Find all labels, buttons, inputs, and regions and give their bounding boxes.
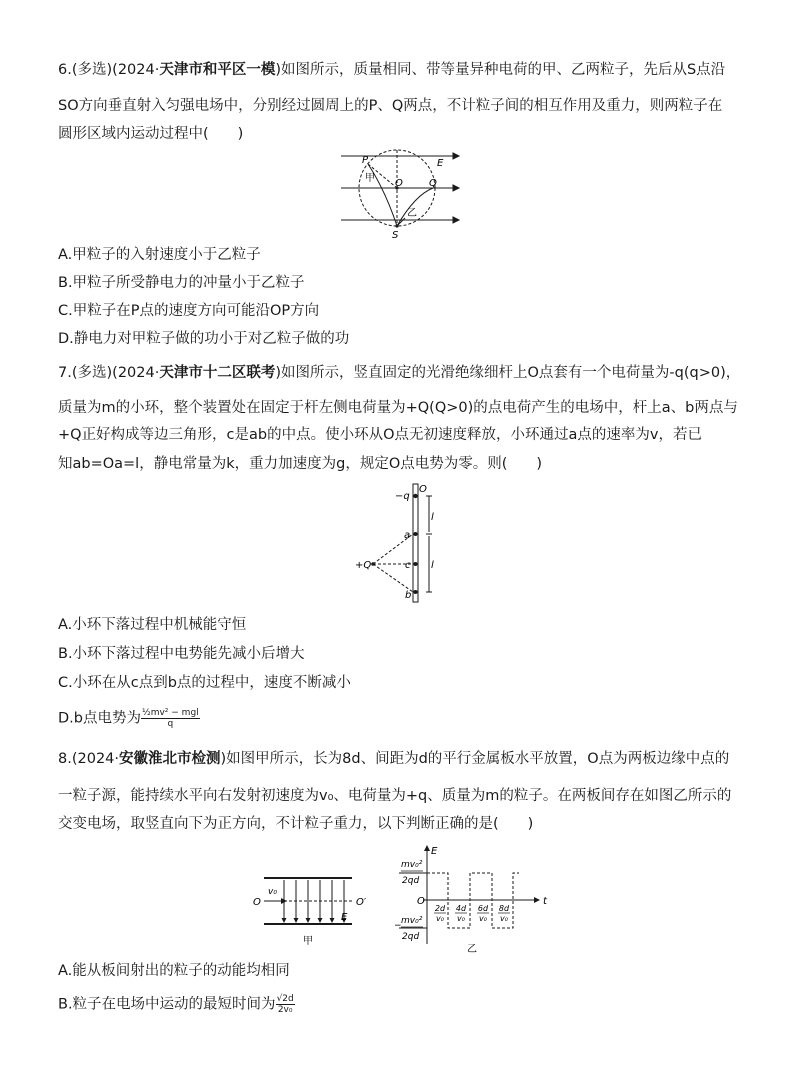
q8-yi-top-denominator: 2qd [402,876,420,886]
q6-label-o: O [395,178,403,189]
q8-yi-tick-2-num: 4d [455,904,467,913]
q7-label-o: O [419,484,427,495]
q8-yi-tick-1-num: 2d [434,904,446,913]
q7-line4: 知ab=Oa=l，静电常量为k，重力加速度为g，规定O点电势为零。则( ) [58,456,543,472]
q7-label-l1: l [431,512,434,523]
q8-tag-open: (2024· [71,751,120,767]
q6-label-p: P [362,155,369,166]
q8-yi-tick-3-num: 6d [477,904,489,913]
q8-option-b [58,994,295,1015]
q8-yi-top-numerator: mv₀² [401,860,423,870]
q8-option-b-prefix: B.粒子在电场中运动的最短时间为 [58,996,276,1013]
q8-option-b-denominator: 2v₀ [277,1005,293,1015]
q7-line1-text: )如图所示，竖直固定的光滑绝缘细杆上O点套有一个电荷量为-q(q>0)， [275,365,741,381]
q8-jia-caption: 甲 [303,936,313,947]
q8-yi-tick-1-den: v₀ [436,914,444,923]
q8-yi-label-e: E [431,846,438,857]
q8-number: 8. [58,751,72,767]
q7-option-b: B.小环下落过程中电势能先减小后增大 [58,646,305,662]
q7-label-l2: l [431,560,434,571]
q6-line3: 圆形区域内运动过程中( ) [58,126,244,142]
q7-label-a: a [404,530,411,541]
q6-label-yi: 乙 [407,208,417,219]
q7-tag-open: (多选)(2024· [71,365,160,381]
q7-source: 天津市十二区联考 [159,365,276,381]
q7-option-d-fraction [141,708,200,729]
q6-option-d: D.静电力对甲粒子做的功小于对乙粒子做的功 [58,331,350,347]
q6-source: 天津市和平区一模 [159,62,276,78]
q7-line1 [58,363,740,383]
q6-label-jia: 甲 [365,173,375,184]
q6-option-b: B.甲粒子所受静电力的冲量小于乙粒子 [58,275,305,291]
q8-yi-minus: − [394,921,402,931]
q7-option-d [58,708,200,729]
q7-number: 7. [58,365,72,381]
q8-option-b-numerator: √2d [276,994,294,1004]
q8-option-a: A.能从板间射出的粒子的动能均相同 [58,963,290,979]
q6-option-a: A.甲粒子的入射速度小于乙粒子 [58,247,261,263]
q7-option-a: A.小环下落过程中机械能守恒 [58,617,247,633]
q7-label-b: b [405,590,412,601]
q8-yi-label-o: O [417,896,425,907]
q8-yi-tick-4-den: v₀ [500,914,508,923]
q6-label-e: E [437,158,444,169]
q6-line1-text: )如图所示，质量相同、带等量异种电荷的甲、乙两粒子，先后从S点沿 [275,62,726,78]
q8-option-b-fraction [276,994,295,1015]
q8-jia-label-o-prime: O′ [356,897,367,908]
q8-line1-text: )如图甲所示，长为8d、间距为d的平行金属板水平放置，O点为两板边缘中点的 [220,751,730,767]
q8-line2: 一粒子源，能持续水平向右发射初速度为v₀、电荷量为+q、质量为m的粒子。在两板间存在如图乙所示的 [58,788,732,804]
q7-label-plus-q: +Q [355,560,372,571]
q7-option-d-prefix: D.b点电势为 [58,710,141,727]
q6-label-s: S [392,230,399,241]
q8-figure-yi [395,844,555,956]
q7-line3: +Q正好构成等边三角形，c是ab的中点。使小环从O点无初速度释放，小环通过a点的速率为v，若已 [58,427,703,443]
q6-figure [335,150,460,240]
q8-yi-label-t: t [543,896,547,907]
q6-line1 [58,60,725,80]
q8-source: 安徽淮北市检测 [119,751,221,767]
q7-option-d-denominator: q [167,719,174,729]
q8-yi-tick-3-den: v₀ [479,914,487,923]
q8-yi-tick-2-den: v₀ [457,914,465,923]
q7-option-d-numerator: ½mv² − mgl [141,708,199,718]
q8-line3: 交变电场，取竖直向下为正方向，不计粒子重力，以下判断正确的是( ) [58,816,534,832]
q8-figure-jia [250,870,375,950]
q8-yi-bottom-denominator: 2qd [402,932,420,942]
q8-jia-label-o: O [253,897,261,908]
q7-label-minus-q: −q [395,491,410,502]
q6-option-c: C.甲粒子在P点的速度方向可能沿OP方向 [58,303,320,319]
q7-option-c: C.小环在从c点到b点的过程中，速度不断减小 [58,675,351,691]
q8-jia-label-v0: v₀ [268,887,277,897]
q6-tag-open: (多选)(2024· [71,62,160,78]
q8-yi-bottom-numerator: mv₀² [401,916,423,926]
q6-number: 6. [58,62,72,78]
q6-line2: SO方向垂直射入匀强电场中，分别经过圆周上的P、Q两点，不计粒子间的相互作用及重力，则两粒子在 [58,98,723,114]
q8-yi-caption: 乙 [467,944,477,955]
q7-line2: 质量为m的小环，整个装置处在固定于杆左侧电荷量为+Q(Q>0)的点电荷产生的电场中，杆上a、b两点与 [58,400,738,416]
q8-yi-tick-4-num: 8d [498,904,510,913]
q7-label-c: c [405,560,411,571]
q7-figure [355,482,445,606]
q6-label-q: Q [429,178,437,189]
q8-jia-label-e: E [341,912,348,923]
q8-line1 [58,749,729,769]
